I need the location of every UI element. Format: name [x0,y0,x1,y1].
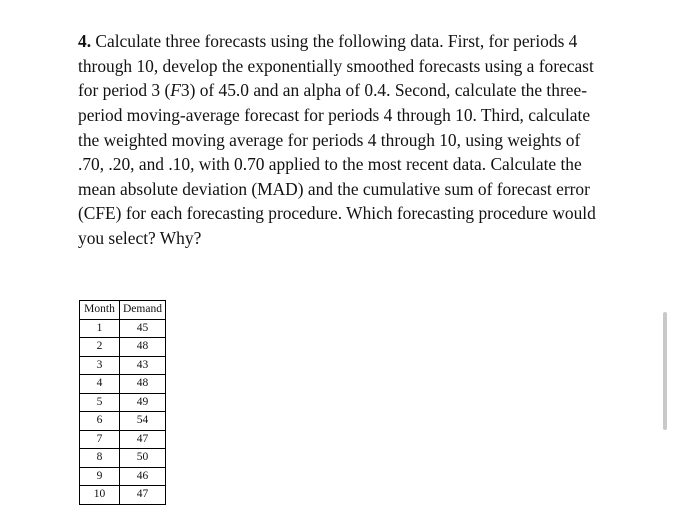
table-row [80,338,166,357]
cell-month: 1 [80,319,120,338]
cell-month: 10 [80,486,120,505]
cell-demand: 48 [120,375,166,394]
demand-data-table [79,300,166,505]
table-row [80,393,166,412]
table-row [80,319,166,338]
vertical-scrollbar-track[interactable] [663,0,667,512]
question-block [78,12,598,268]
cell-month: 5 [80,393,120,412]
cell-month: 4 [80,375,120,394]
cell-demand: 47 [120,486,166,505]
cell-demand: 46 [120,467,166,486]
table-row [80,412,166,431]
cell-demand: 54 [120,412,166,431]
table-row [80,375,166,394]
vertical-scrollbar-thumb[interactable] [663,312,667,430]
cell-month: 8 [80,449,120,468]
cell-month: 3 [80,356,120,375]
table-row [80,449,166,468]
variable-f: F [170,80,181,101]
cell-demand: 43 [120,356,166,375]
cell-month: 2 [80,338,120,357]
table-row [80,486,166,505]
table-row [80,356,166,375]
table-header-row [80,301,166,320]
cell-demand: 50 [120,449,166,468]
cell-month: 9 [80,467,120,486]
question-number: 4. [78,31,92,52]
cell-demand: 48 [120,338,166,357]
cell-demand: 47 [120,430,166,449]
column-header-month: Month [80,301,120,320]
cell-month: 7 [80,430,120,449]
column-header-demand: Demand [120,301,166,320]
cell-demand: 49 [120,393,166,412]
cell-demand: 45 [120,319,166,338]
cell-month: 6 [80,412,120,431]
table-row [80,467,166,486]
table-row [80,430,166,449]
question-paragraph: 4. Calculate three forecasts using the following data. First, for periods 4 through 10, develop the exponentially smoothed forecasts using a forecast for period 3 (F3) of 45.0 and an alpha of 0.4. Second, calculate the three-period moving-average forecast for periods 4 through 10. Third, calculate the weighted moving average for periods 4 through 10, using weights of .70, .20, and .10, with 0.70 applied to the most recent data. Calculate the mean absolute deviation (MAD) and the cumulative sum of forecast error (CFE) for each forecasting procedure. Which forecasting procedure would you select? Why? [78,31,596,248]
